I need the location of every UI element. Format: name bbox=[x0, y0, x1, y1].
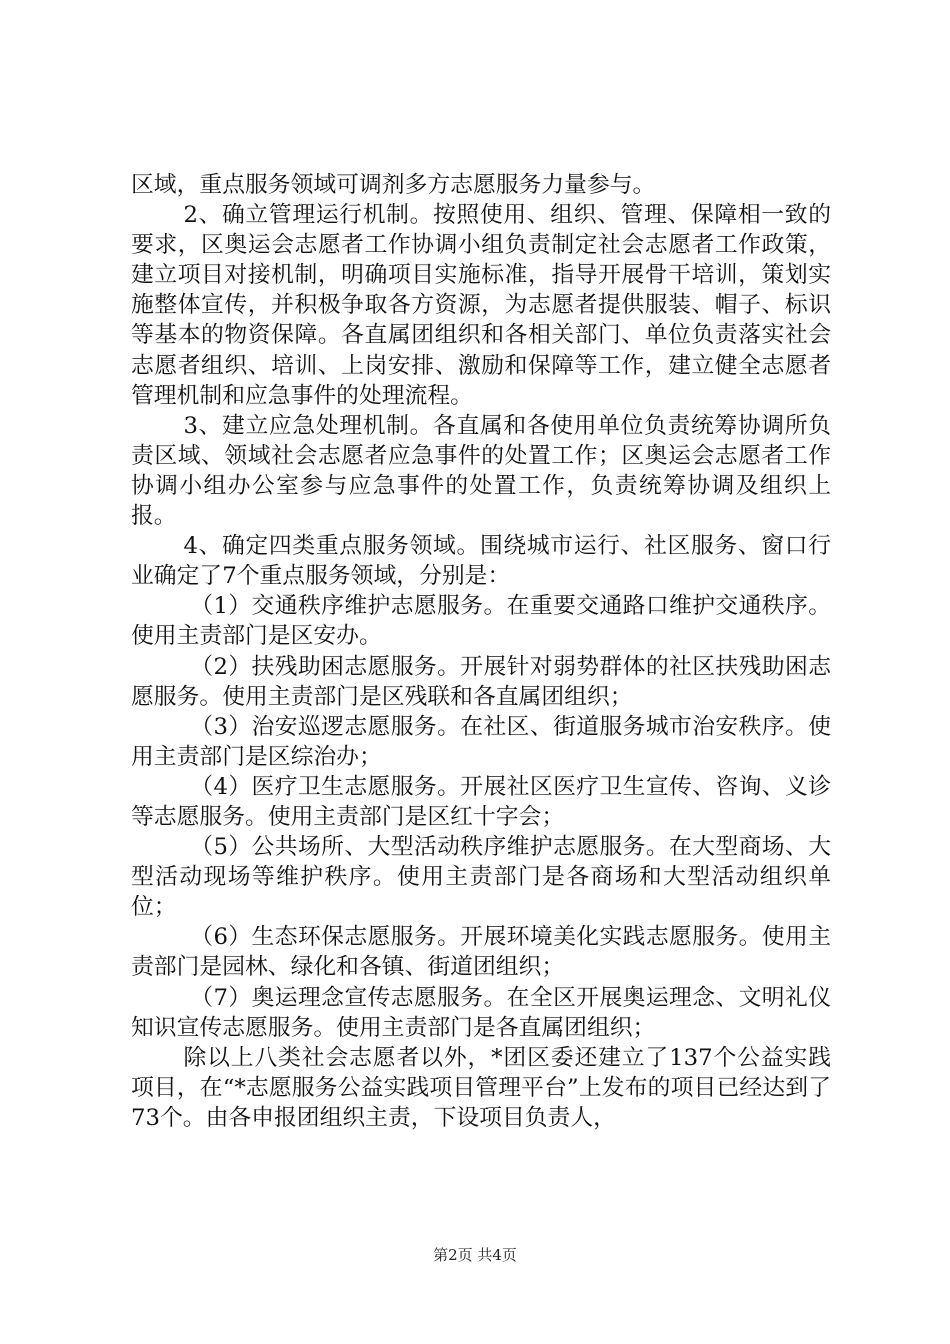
list-item-traffic: （1）交通秩序维护志愿服务。在重要交通路口维护交通秩序。使用主责部门是区安办。 bbox=[131, 593, 831, 650]
list-item-public-order: （5）公共场所、大型活动秩序维护志愿服务。在大型商场、大型活动现场等维护秩序。使用主责部门是各商场和大型活动组织单位； bbox=[131, 834, 831, 921]
list-item-medical: （4）医疗卫生志愿服务。开展社区医疗卫生宣传、咨询、义诊等志愿服务。使用主责部门是区红十字会； bbox=[131, 773, 831, 830]
paragraph-emergency-mechanism: 3、建立应急处理机制。各直属和各使用单位负责统筹协调所负责区域、领域社会志愿者应急事件的处置工作；区奥运会志愿者工作协调小组办公室参与应急事件的处置工作，负责统筹协调及组织上报。 bbox=[131, 412, 831, 530]
paragraph-management-mechanism: 2、确立管理运行机制。按照使用、组织、管理、保障相一致的要求，区奥运会志愿者工作协调小组负责制定社会志愿者工作政策，建立项目对接机制，明确项目实施标准，指导开展骨干培训，策划实施整体宣传，并积极争取各方资源，为志愿者提供服装、帽子、标识等基本的物资保障。各直属团组织和各相关部门、单位负责落实社会志愿者组织、培训、上岗安排、激励和保障等工作，建立健全志愿者管理机制和应急事件的处理流程。 bbox=[131, 202, 831, 409]
paragraph-public-projects: 除以上八类社会志愿者以外，*团区委还建立了137个公益实践项目，在“*志愿服务公益实践项目管理平台”上发布的项目已经达到了73个。由各申报团组织主责，下设项目负责人， bbox=[131, 1044, 831, 1131]
paragraph-continuation: 区域，重点服务领域可调剂多方志愿服务力量参与。 bbox=[131, 172, 656, 198]
list-item-security-patrol: （3）治安巡逻志愿服务。在社区、街道服务城市治安秩序。使用主责部门是区综治办； bbox=[131, 713, 831, 770]
document-body bbox=[131, 170, 831, 1133]
list-item-environment: （6）生态环保志愿服务。开展环境美化实践志愿服务。使用主责部门是园林、绿化和各镇、街道团组织； bbox=[131, 924, 831, 981]
list-item-olympic-promotion: （7）奥运理念宣传志愿服务。在全区开展奥运理念、文明礼仪知识宣传志愿服务。使用主责部门是各直属团组织； bbox=[131, 984, 831, 1041]
list-item-disability-aid: （2）扶残助困志愿服务。开展针对弱势群体的社区扶残助困志愿服务。使用主责部门是区残联和各直属团组织； bbox=[131, 653, 831, 710]
page-number-footer: 第2页 共4页 bbox=[433, 1246, 517, 1264]
paragraph-service-areas: 4、确定四类重点服务领域。围绕城市运行、社区服务、窗口行业确定了7个重点服务领域，分别是： bbox=[131, 533, 831, 590]
